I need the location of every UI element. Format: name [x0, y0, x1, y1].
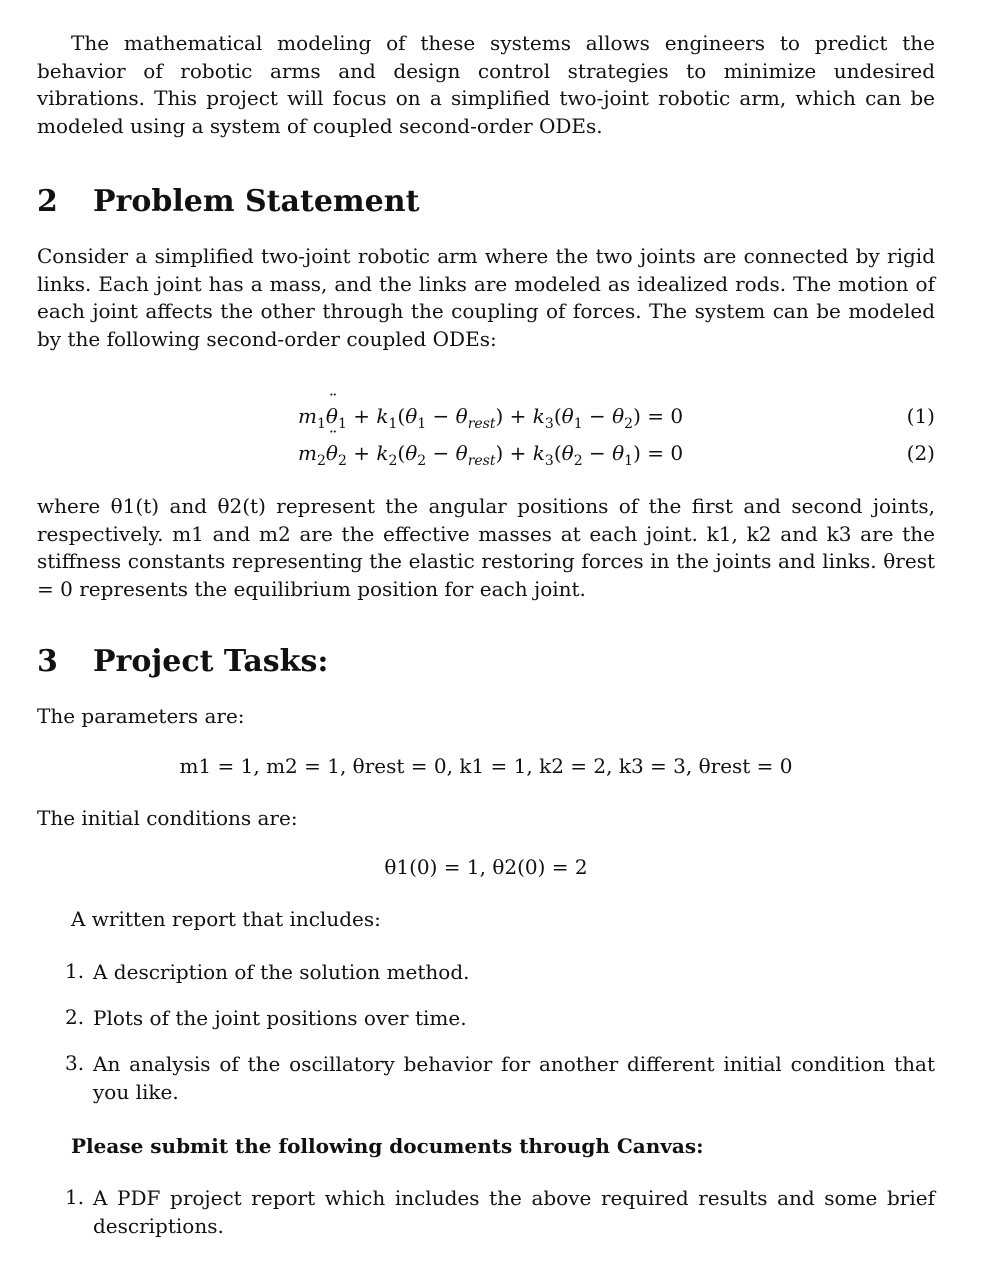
equation-2 [37, 441, 935, 471]
where-paragraph [37, 493, 935, 603]
section-number: 3 [37, 644, 58, 679]
equation-1-label: (1) [906, 404, 935, 428]
intro-text: The mathematical modeling of these systems allows engineers to predict the behavior of robotic arms and design control strategies to minimize undesired vibrations. This project will focus on a simplified two-joint robotic arm, which can be modeled using a system of coupled second-order ODEs. [37, 31, 935, 138]
section-heading-problem-statement [37, 184, 935, 220]
params-intro: The parameters are: [37, 704, 245, 728]
report-intro: A written report that includes: [71, 907, 381, 931]
problem-statement-text: Consider a simplified two-joint robotic arm where the two joints are connected by rigid links. Each joint has a mass, and the links are modeled as idealized rods. The motion of each joint affects the other through the coupling of forces. The system can be modeled by the following second-order coupled ODEs: [37, 244, 935, 351]
parameters-equation: m1 = 1, m2 = 1, θrest = 0, k1 = 1, k2 = 2, k3 = 3, θrest = 0 [179, 754, 793, 778]
section-title: Problem Statement [93, 184, 420, 219]
equation-1-math: $m_1¨$ $\theta_1 + k_1(\theta_1 - \theta_{rest}) + k_3(\theta_1 - \theta_2) = 0$ [298, 404, 683, 428]
problem-statement-paragraph [37, 243, 935, 353]
section-number: 2 [37, 184, 58, 219]
initial-conditions-equation: θ1(0) = 1, θ2(0) = 2 [384, 855, 588, 879]
submit-heading: Please submit the following documents through Canvas: [71, 1134, 704, 1158]
section-heading-project-tasks [37, 644, 935, 680]
equation-2-math: $m_2¨$ $\theta_2 + k_2(\theta_2 - \theta_{rest}) + k_3(\theta_2 - \theta_1) = 0$ [298, 441, 683, 465]
equation-1 [37, 404, 935, 434]
section-title: Project Tasks: [93, 644, 329, 679]
equation-2-label: (2) [906, 441, 935, 465]
initial-conditions-intro: The initial conditions are: [37, 806, 298, 830]
where-text: where θ1(t) and θ2(t) represent the angular positions of the first and second joints, respectively. m1 and m2 are the effective masses at each joint. k1, k2 and k3 are the stiffness constants representing the elastic restoring forces in the joints and links. θrest = 0 represents the equilibrium position for each joint. [37, 494, 935, 601]
intro-paragraph [37, 30, 935, 140]
